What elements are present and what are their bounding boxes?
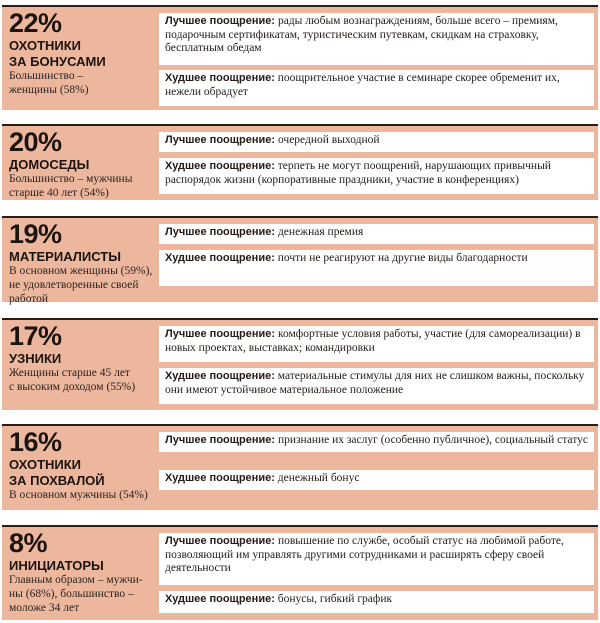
- group-description-line: В основном женщины (59%),: [9, 265, 153, 277]
- group-description-line: В основном мужчины (54%): [9, 489, 148, 501]
- group-block: [2, 5, 598, 110]
- group-block: [2, 525, 598, 620]
- group-name-line2: ЗА ПОХВАЛОЙ: [9, 473, 105, 488]
- group-name-line1: МАТЕРИАЛИСТЫ: [9, 249, 121, 264]
- group-summary: [9, 220, 157, 306]
- group-percent: 8%: [9, 528, 48, 558]
- group-description-line: моложе 34 лет: [9, 602, 80, 614]
- group-summary: [9, 428, 157, 502]
- best-reward-text: рады любым вознаграждениям, больше всего – премиям, подарочным сертификатам, туристическим путевкам, скидкам на страховку, бесплатным обедам: [165, 15, 558, 54]
- worst-reward-text: поощрительное участие в семинаре скорее обременит их, нежели обрадует: [165, 72, 560, 98]
- best-reward-label: Лучшее поощрение:: [165, 134, 276, 146]
- group-description-line: не удовлетворенные своей: [9, 279, 139, 291]
- group-percent: 20%: [9, 127, 62, 157]
- worst-reward-box: [159, 158, 594, 194]
- worst-reward-text: терпеть не могут поощрений, нарушающих привычный распорядок жизни (корпоративные праздники, участие в конференциях): [165, 160, 551, 186]
- best-reward-label: Лучшее поощрение:: [165, 328, 276, 340]
- worst-reward-box: [159, 368, 594, 404]
- group-name-line1: ДОМОСЕДЫ: [9, 157, 90, 172]
- worst-reward-label: Худшее поощрение:: [165, 593, 275, 605]
- worst-reward-label: Худшее поощрение:: [165, 370, 275, 382]
- group-description-line: женщины (58%): [9, 84, 89, 96]
- worst-reward-label: Худшее поощрение:: [165, 72, 275, 84]
- best-reward-text: признание их заслуг (особенно публичное), социальный статус: [277, 434, 588, 446]
- best-reward-box: [159, 132, 594, 152]
- group-block: [2, 424, 598, 510]
- group-percent: 22%: [9, 8, 62, 38]
- worst-reward-text: бонусы, гибкий график: [277, 593, 393, 605]
- group-summary: [9, 9, 157, 97]
- best-reward-text: очередной выходной: [277, 134, 380, 146]
- worst-reward-text: материальные стимулы для них не слишком важны, поскольку они имеют устойчивое материальное положение: [165, 370, 585, 396]
- group-description-line: ны (68%), большинство –: [9, 588, 134, 600]
- group-name-line1: ОХОТНИКИ: [9, 457, 82, 472]
- group-name-line1: УЗНИКИ: [9, 351, 62, 366]
- best-reward-label: Лучшее поощрение:: [165, 535, 276, 547]
- group-summary: [9, 128, 157, 200]
- worst-reward-text: денежный бонус: [277, 472, 360, 484]
- group-name-line2: ЗА БОНУСАМИ: [9, 54, 106, 69]
- group-name-line1: ОХОТНИКИ: [9, 38, 82, 53]
- group-percent: 19%: [9, 219, 62, 249]
- group-description-line: Большинство – мужчины: [9, 173, 133, 185]
- worst-reward-box: [159, 470, 594, 490]
- group-description-line: работой: [9, 293, 49, 305]
- group-block: [2, 216, 598, 305]
- best-reward-text: повышение по службе, особый статус на любимой работе, позволяющий им управлять другими сотрудниками и расширять сферу своей деятельности: [165, 535, 564, 574]
- worst-reward-label: Худшее поощрение:: [165, 472, 275, 484]
- group-percent: 17%: [9, 321, 62, 351]
- best-reward-label: Лучшее поощрение:: [165, 15, 276, 27]
- best-reward-box: [159, 326, 594, 362]
- worst-reward-box: [159, 591, 594, 613]
- group-description-line: Большинство –: [9, 70, 84, 82]
- worst-reward-text: почти не реагируют на другие виды благодарности: [277, 252, 528, 264]
- group-block: [2, 124, 598, 200]
- best-reward-box: [159, 432, 594, 452]
- best-reward-text: денежная премия: [277, 226, 364, 238]
- best-reward-box: [159, 224, 594, 244]
- worst-reward-box: [159, 250, 594, 286]
- group-description-line: Женщины старше 45 лет: [9, 367, 130, 379]
- group-name-line1: ИНИЦИАТОРЫ: [9, 558, 104, 573]
- best-reward-label: Лучшее поощрение:: [165, 226, 276, 238]
- group-description-line: с высоким доходом (55%): [9, 381, 136, 393]
- worst-reward-label: Худшее поощрение:: [165, 160, 275, 172]
- group-block: [2, 318, 598, 410]
- best-reward-label: Лучшее поощрение:: [165, 434, 276, 446]
- group-summary: [9, 529, 157, 615]
- best-reward-box: [159, 13, 594, 65]
- group-description-line: Главным образом – мужчи-: [9, 574, 143, 586]
- group-description-line: старше 40 лет (54%): [9, 187, 109, 199]
- group-summary: [9, 322, 157, 394]
- best-reward-box: [159, 533, 594, 585]
- group-percent: 16%: [9, 427, 62, 457]
- worst-reward-box: [159, 70, 594, 106]
- worst-reward-label: Худшее поощрение:: [165, 252, 275, 264]
- best-reward-text: комфортные условия работы, участие (для самореализации) в новых проектах, выставках; командировки: [165, 328, 581, 354]
